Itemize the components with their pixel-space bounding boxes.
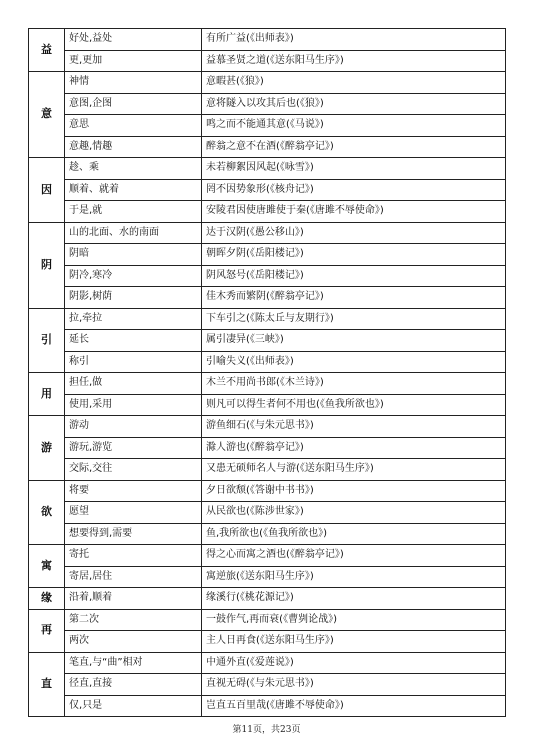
example-cell: 又患无硕师名人与游(《送东阳马生序》) — [202, 459, 506, 481]
vocabulary-table — [28, 28, 506, 717]
table-row — [29, 244, 506, 266]
table-row — [29, 437, 506, 459]
table-row — [29, 330, 506, 352]
meaning-cell: 好处,益处 — [65, 29, 202, 51]
example-cell: 达于汉阴(《愚公移山》) — [202, 222, 506, 244]
meaning-cell: 神情 — [65, 72, 202, 94]
headword-cell: 意 — [29, 72, 65, 158]
table-row — [29, 158, 506, 180]
table-row — [29, 609, 506, 631]
meaning-cell: 将要 — [65, 480, 202, 502]
meaning-cell: 称引 — [65, 351, 202, 373]
example-cell: 引喻失义(《出师表》) — [202, 351, 506, 373]
example-cell: 木兰不用尚书郎(《木兰诗》) — [202, 373, 506, 395]
meaning-cell: 寄托 — [65, 545, 202, 567]
example-cell: 意将隧入以攻其后也(《狼》) — [202, 93, 506, 115]
table-row — [29, 50, 506, 72]
headword-cell: 直 — [29, 652, 65, 717]
meaning-cell: 趁、乘 — [65, 158, 202, 180]
table-row — [29, 265, 506, 287]
table-row — [29, 373, 506, 395]
example-cell: 醉翁之意不在酒(《醉翁亭记》) — [202, 136, 506, 158]
table-row — [29, 72, 506, 94]
meaning-cell: 使用,采用 — [65, 394, 202, 416]
headword-cell: 游 — [29, 416, 65, 481]
table-row — [29, 523, 506, 545]
example-cell: 一鼓作气,再而衰(《曹刿论战》) — [202, 609, 506, 631]
example-cell: 罔不因势象形(《核舟记》) — [202, 179, 506, 201]
meaning-cell: 更,更加 — [65, 50, 202, 72]
table-row — [29, 695, 506, 717]
meaning-cell: 于是,就 — [65, 201, 202, 223]
table-row — [29, 93, 506, 115]
example-cell: 游鱼细石(《与朱元思书》) — [202, 416, 506, 438]
table-row — [29, 416, 506, 438]
table-row — [29, 588, 506, 610]
example-cell: 未若柳絮因风起(《咏雪》) — [202, 158, 506, 180]
table-row — [29, 29, 506, 51]
example-cell: 佳木秀而繁阴(《醉翁亭记》) — [202, 287, 506, 309]
meaning-cell: 想要得到,需要 — [65, 523, 202, 545]
example-cell: 鸣之而不能通其意(《马说》) — [202, 115, 506, 137]
table-row — [29, 545, 506, 567]
headword-cell: 欲 — [29, 480, 65, 545]
example-cell: 得之心而寓之酒也(《醉翁亭记》) — [202, 545, 506, 567]
meaning-cell: 延长 — [65, 330, 202, 352]
meaning-cell: 阴冷,寒冷 — [65, 265, 202, 287]
table-row — [29, 652, 506, 674]
table-row — [29, 201, 506, 223]
meaning-cell: 径直,直接 — [65, 674, 202, 696]
table-row — [29, 222, 506, 244]
headword-cell: 引 — [29, 308, 65, 373]
example-cell: 鱼,我所欲也(《鱼我所欲也》) — [202, 523, 506, 545]
example-cell: 朝晖夕阴(《岳阳楼记》) — [202, 244, 506, 266]
meaning-cell: 意图,企图 — [65, 93, 202, 115]
vocabulary-table-body — [29, 29, 506, 717]
meaning-cell: 顺着、就着 — [65, 179, 202, 201]
headword-cell: 缘 — [29, 588, 65, 610]
table-row — [29, 674, 506, 696]
headword-cell: 因 — [29, 158, 65, 223]
table-row — [29, 566, 506, 588]
table-row — [29, 136, 506, 158]
example-cell: 安陵君因使唐雎使于秦(《唐雎不辱使命》) — [202, 201, 506, 223]
example-cell: 中通外直(《爱莲说》) — [202, 652, 506, 674]
meaning-cell: 沿着,顺着 — [65, 588, 202, 610]
example-cell: 则凡可以得生者何不用也(《鱼我所欲也》) — [202, 394, 506, 416]
table-row — [29, 287, 506, 309]
meaning-cell: 意趣,情趣 — [65, 136, 202, 158]
headword-cell: 益 — [29, 29, 65, 72]
meaning-cell: 愿望 — [65, 502, 202, 524]
table-row — [29, 115, 506, 137]
meaning-cell: 第二次 — [65, 609, 202, 631]
headword-cell: 阴 — [29, 222, 65, 308]
meaning-cell: 山的北面、水的南面 — [65, 222, 202, 244]
example-cell: 岂直五百里哉(《唐雎不辱使命》) — [202, 695, 506, 717]
table-row — [29, 502, 506, 524]
meaning-cell: 交际,交往 — [65, 459, 202, 481]
example-cell: 从民欲也(《陈涉世家》) — [202, 502, 506, 524]
headword-cell: 寓 — [29, 545, 65, 588]
example-cell: 滁人游也(《醉翁亭记》) — [202, 437, 506, 459]
meaning-cell: 拉,牵拉 — [65, 308, 202, 330]
meaning-cell: 意思 — [65, 115, 202, 137]
example-cell: 有所广益(《出师表》) — [202, 29, 506, 51]
example-cell: 阴风怒号(《岳阳楼记》) — [202, 265, 506, 287]
meaning-cell: 仅,只是 — [65, 695, 202, 717]
example-cell: 主人日再食(《送东阳马生序》) — [202, 631, 506, 653]
meaning-cell: 阴影,树荫 — [65, 287, 202, 309]
headword-cell: 再 — [29, 609, 65, 652]
table-row — [29, 351, 506, 373]
meaning-cell: 笔直,与“曲”相对 — [65, 652, 202, 674]
meaning-cell: 游玩,游览 — [65, 437, 202, 459]
table-row — [29, 308, 506, 330]
table-row — [29, 459, 506, 481]
meaning-cell: 游动 — [65, 416, 202, 438]
meaning-cell: 寄居,居住 — [65, 566, 202, 588]
example-cell: 寓逆旅(《送东阳马生序》) — [202, 566, 506, 588]
example-cell: 夕日欲颓(《答谢中书书》) — [202, 480, 506, 502]
table-row — [29, 631, 506, 653]
meaning-cell: 阴暗 — [65, 244, 202, 266]
example-cell: 下车引之(《陈太丘与友期行》) — [202, 308, 506, 330]
example-cell: 意暇甚(《狼》) — [202, 72, 506, 94]
table-row — [29, 179, 506, 201]
example-cell: 属引凄异(《三峡》) — [202, 330, 506, 352]
page-footer: 第11页，共23页 — [232, 725, 301, 735]
meaning-cell: 两次 — [65, 631, 202, 653]
meaning-cell: 担任,做 — [65, 373, 202, 395]
example-cell: 缘溪行(《桃花源记》) — [202, 588, 506, 610]
example-cell: 益慕圣贤之道(《送东阳马生序》) — [202, 50, 506, 72]
headword-cell: 用 — [29, 373, 65, 416]
table-row — [29, 480, 506, 502]
example-cell: 直视无碍(《与朱元思书》) — [202, 674, 506, 696]
table-row — [29, 394, 506, 416]
